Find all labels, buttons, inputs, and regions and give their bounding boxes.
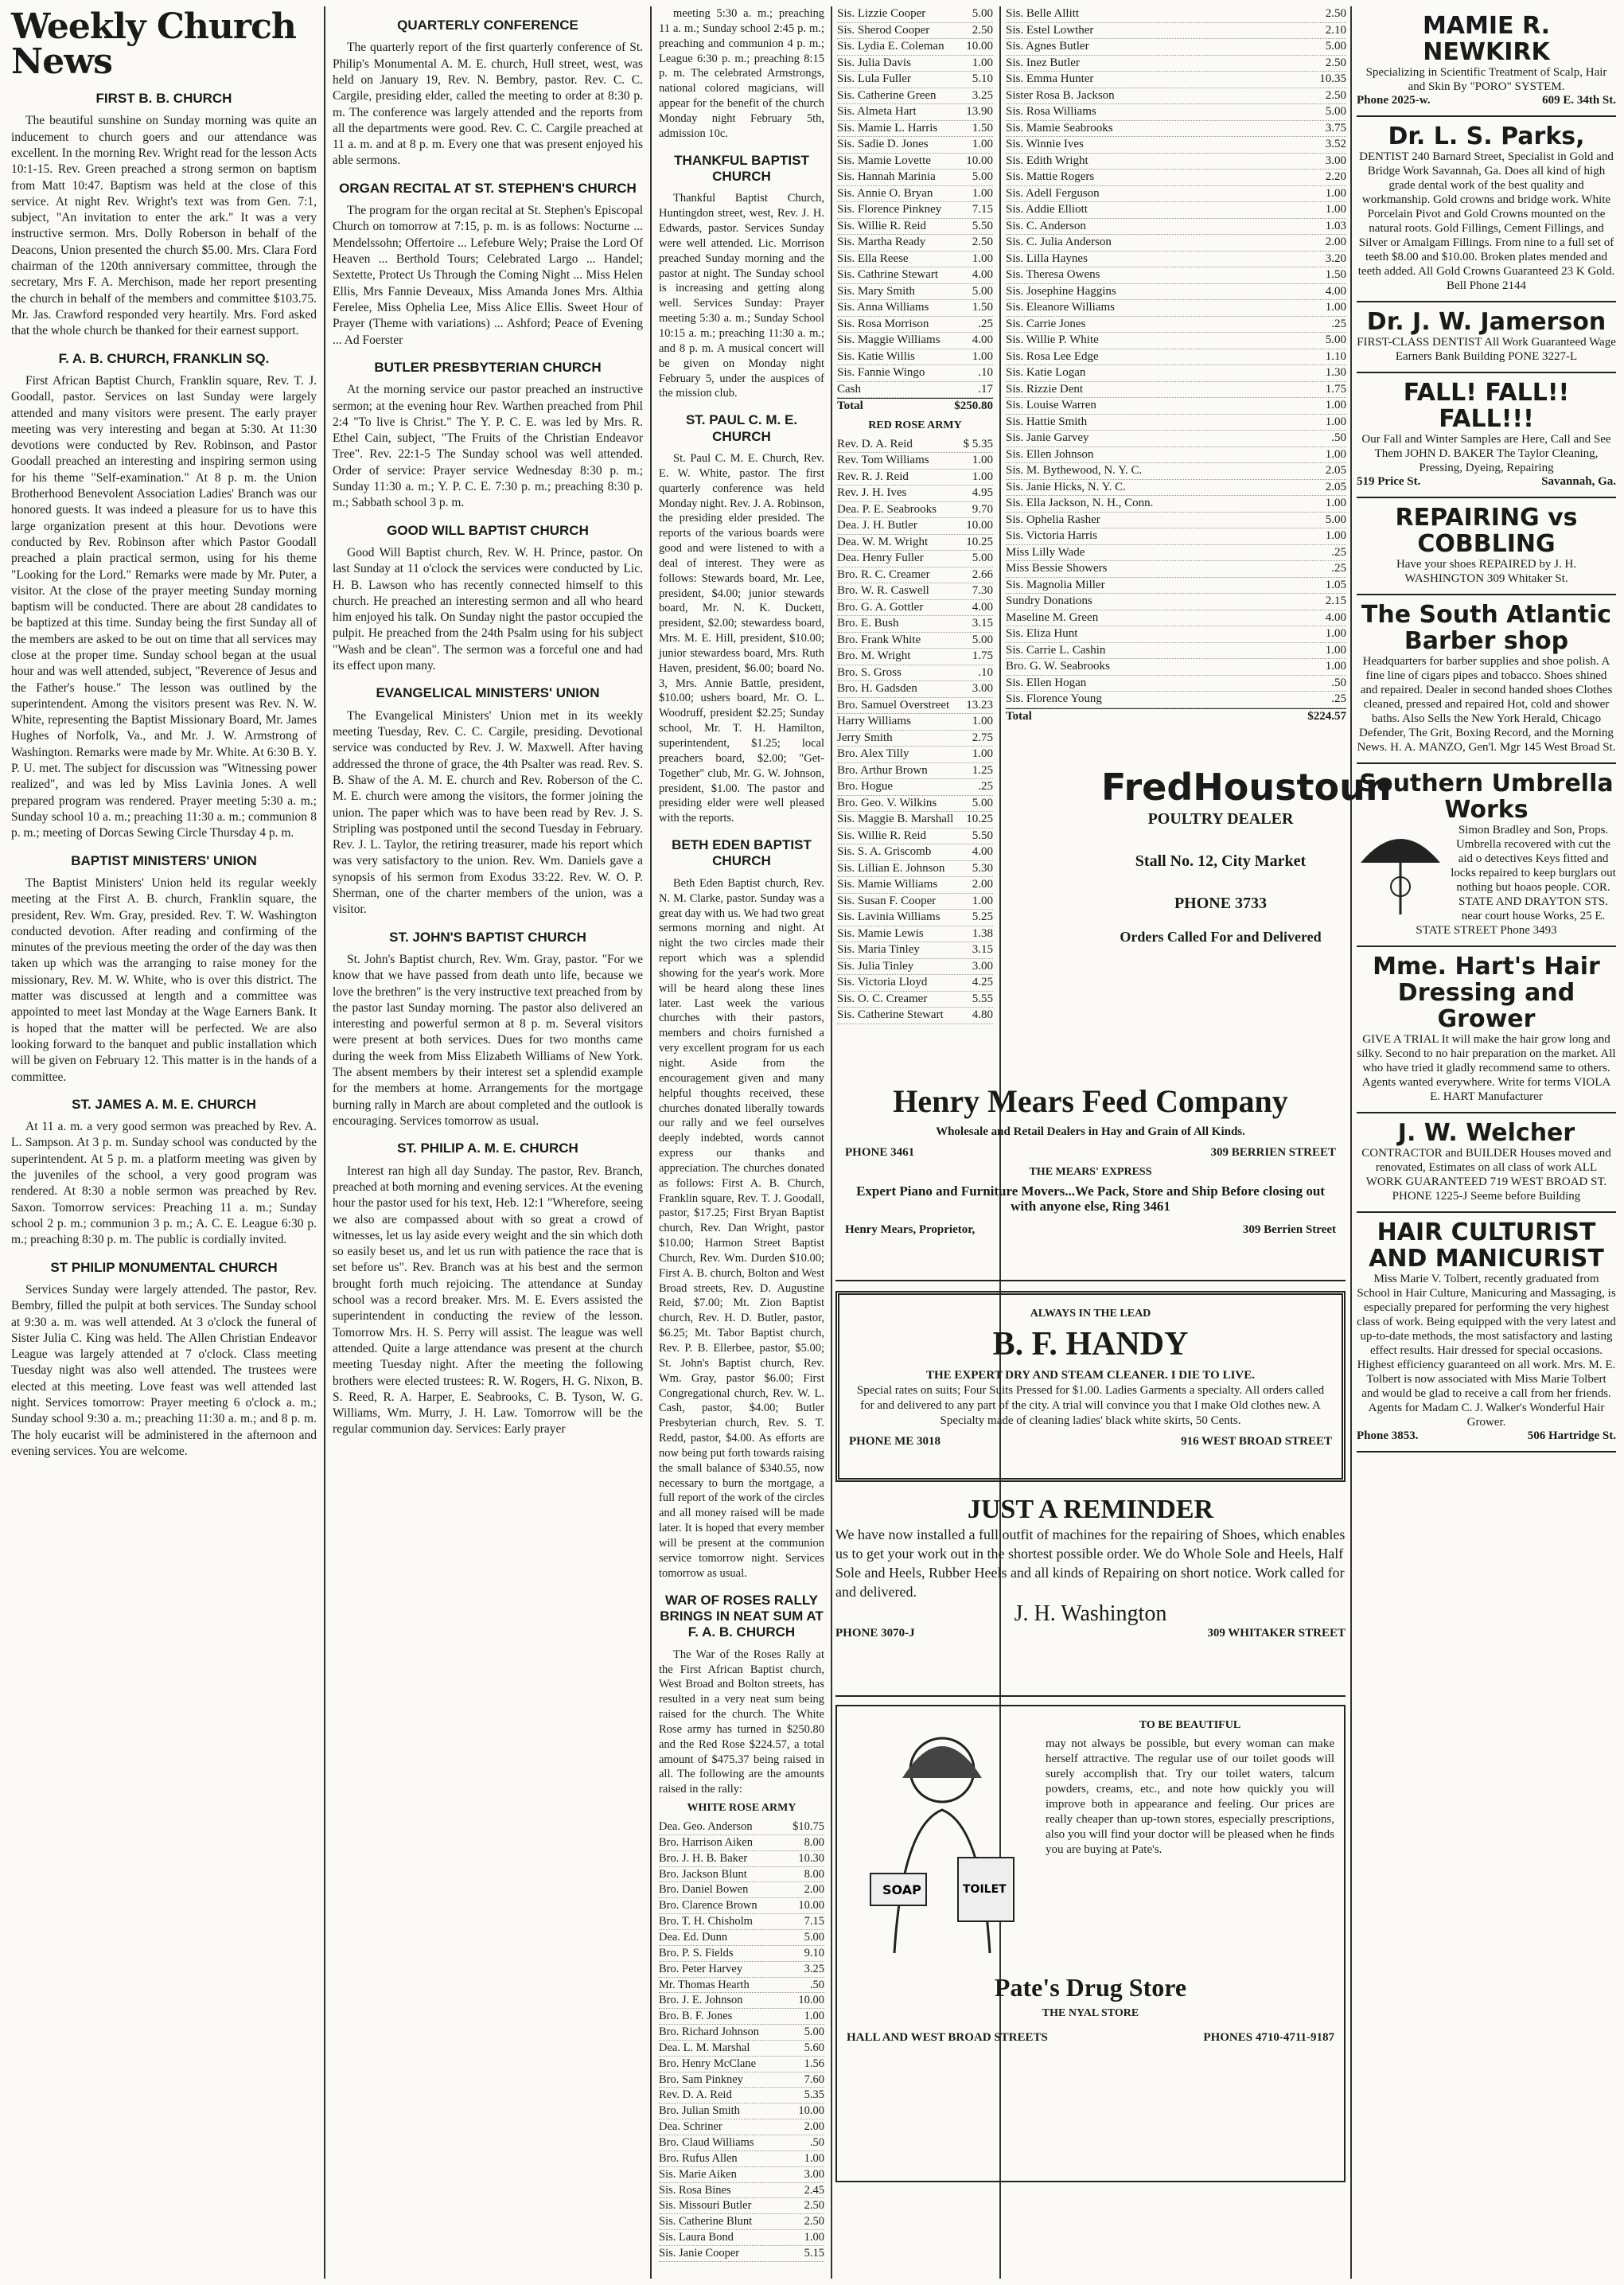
ledger-row: Sis. M. Bythewood, N. Y. C. 2.05 [1006,463,1346,480]
pate-illustration [847,1714,1038,1957]
ledger-row: Sis. Laura Bond 1.00 [659,2230,824,2246]
ledger-row: Sister Rosa B. Jackson 2.50 [1006,88,1346,105]
ad-washington: JUST A REMINDER We have now installed a full outfit of machines for the repairing of Shoes, which enables us to get your work out in the shortest possible order. We do Whole Sole and Heels, Half Sole and Heels, Rubber Heels and all kinds of Repairing on short notice. Work called for and delivered. J. H. Washington PHONE 3070-J 309 WHITAKER STREET [835,1490,1346,1697]
ledger-row: Bro. Alex Tilly 1.00 [837,747,993,763]
ledger-row: Bro. Frank White 5.00 [837,633,993,649]
ledger-row: Sis. Willie P. White 5.00 [1006,333,1346,349]
ledger-row: Bro. Henry McClane 1.56 [659,2057,824,2072]
article-headline: GOOD WILL BAPTIST CHURCH [387,522,589,538]
ledger-row: Sis. Ella Jackson, N. H., Conn. 1.00 [1006,496,1346,513]
ledger-row: Sis. Susan F. Cooper 1.00 [837,894,993,910]
ledger-row: Bro. Sam Pinkney 7.60 [659,2072,824,2088]
article-headline: WAR OF ROSES RALLY BRINGS IN NEAT SUM AT F. A. B. CHURCH [660,1592,824,1640]
ad-houstoun: FredHoustoun POULTRY DEALER Stall No. 12, City Market PHONE 3733 Orders Called For and Delivered [1101,766,1392,945]
ledger-row: Sis. Mamie L. Harris 1.50 [837,121,993,138]
ledger-row: Sis. Sherod Cooper 2.50 [837,23,993,40]
white-army-title: WHITE ROSE ARMY [687,1802,796,1815]
ledger-row: Sis. Inez Butler 2.50 [1006,56,1346,72]
ledger-row: Sis. Anna Williams 1.50 [837,300,993,317]
ledger-row: Bro. J. E. Johnson 10.00 [659,1993,824,2009]
ledger-row: Sis. Mary Smith 5.00 [837,284,993,301]
ledger-row: Sis. Ophelia Rasher 5.00 [1006,513,1346,529]
ledger-row: Bro. Richard Johnson 5.00 [659,2025,824,2041]
ledger-row: Sis. Carrie L. Cashin 1.00 [1006,643,1346,660]
ledger-row: Sis. Almeta Hart 13.90 [837,104,993,121]
svg-text:SOAP: SOAP [882,1882,921,1897]
ledger-row: Sis. Sadie D. Jones 1.00 [837,137,993,154]
article-headline: ST. PAUL C. M. E. CHURCH [685,412,798,444]
ledger-row: Sis. Agnes Butler 5.00 [1006,39,1346,56]
ledger-row: Sis. Ellen Johnson 1.00 [1006,447,1346,464]
ledger-row: Sis. Victoria Lloyd 4.25 [837,975,993,992]
woman-illustration-icon [847,1714,1038,1953]
article-headline: ST. JOHN'S BAPTIST CHURCH [389,929,586,945]
article-body: The War of the Roses Rally at the First African Baptist church, West Broad and Bolton streets, has resulted in a very neat sum being raised for the church. The White Rose army has turned in $250.80 and the Red Rose $224.57, a total amount of $475.37 being raised in all. The following are the amounts raised in the rally: [659,1647,824,1796]
article-headline: FIRST B. B. CHURCH [95,91,232,106]
red-army-title: RED ROSE ARMY [868,419,962,431]
ledger-row: Sis. Florence Young .25 [1006,692,1346,708]
ledger-row: Bro. Daniel Bowen 2.00 [659,1882,824,1898]
ledger-row: Dea. Geo. Anderson $10.75 [659,1819,824,1835]
ad-mears: Henry Mears Feed Company Wholesale and Retail Dealers in Hay and Grain of All Kinds. PHONE 3461 309 BERRIEN STREET THE MEARS' EXPRESS Expert Piano and Furniture Movers...We Pack, Store and Ship Before closing out with anyone else, Ring 3461 Henry Mears, Proprietor, 309 Berrien Street [835,1059,1346,1281]
ledger-row: Cash .17 [837,382,993,399]
ledger-row: Bro. Geo. V. Wilkins 5.00 [837,796,993,813]
column-2 [333,6,643,2279]
article-body: First African Baptist Church, Franklin square, Rev. T. J. Goodall, pastor. Services on last Sunday were largely attended and many visitors were present. The early prayer meeting was very interesting and began at 5:30. At 11:30 devotions were conducted by Rev. Robinson, and Pastor Goodall preached an interesting and inspiring sermon using for his theme "Self-examination." At 8 p. m. the Union Brotherhood Benevolent Association Ladies' Branch was our honored guests. It was indeed a pleasure for us to have this large organization present at this hour. Devotions were conducted by Rev. Robinson after which Pastor Goodall preached a plain practical sermon, using for his theme "Looking for the Lord." Remarks were made by Mr. Puter, a visitor. At the close of the prayer meeting Sunday morning baptism will be conducted. There are about 28 candidates to be baptized at this time. Sunday being the first Sunday all of the members are asked to be out on time that all services may close at the proper time. Sunday school began at the usual hour and was well attended, subject, "Reverence of Jesus and the Father's house." The lesson was outlined by the superintendent. Among the visitors present was Rev. N. W. White, representing the Baptist Missionary Board, Mr. James Hughes of Norfolk, Va., and Mr. J. W. Armstrong of Washington. Remarks were made by Mr. White. At 6:30 B. Y. P. U. met. The subject for discussion was "Witnessing power realized", and was led by Miss Lavinia Jones. A well prepared program was rendered. Prayer meeting 5:30 a. m.; Sunday school 10 a. m.; preaching 11:30 a. m.; communion 8 p. m.; meeting of Dorcas Sewing Circle Thursday 4 p. m. [11,373,317,840]
article-body: The Baptist Ministers' Union held its regular weekly meeting at the First A. B. church, Franklin square, the president, Rev. Wm. Gray, presided. Rev. T. W. Washington conducted devotion. After reading and confirming of the minutes of the previous meeting the order of the day was then taken up which was the arranging to raise money for the missionary, Rev. M. W. White, who is over this district. The matter was discussed at length and a committee was appointed to meet last Monday at the Wage Earners Bank. It is hoped that the matter will be perfected. We are also looking forward to the banquet and public installation which will be given on February 12. This matter is in the hands of a committee. [11,875,317,1084]
ledger-row: Dea. J. H. Butler 10.00 [837,518,993,535]
ledger-row: Sis. Addie Elliott 1.00 [1006,202,1346,219]
column-rule [650,6,652,2279]
red-total: Total $224.57 [1006,708,1346,725]
ledger-row: Bro. W. R. Caswell 7.30 [837,583,993,600]
svg-text:TOILET: TOILET [963,1883,1007,1896]
ledger-column-b [1006,6,1346,755]
ledger-row: Rev. Tom Williams 1.00 [837,453,993,470]
ledger-row: Sis. Hannah Marinia 5.00 [837,170,993,186]
ledger-row: Sis. Janie Hicks, N. Y. C. 2.05 [1006,480,1346,497]
ledger-row: Bro. B. F. Jones 1.00 [659,2009,824,2025]
ledger-row: Sis. Ella Reese 1.00 [837,252,993,268]
ledger-row: Dea. P. E. Seabrooks 9.70 [837,502,993,519]
ledger-row: Sis. Katie Logan 1.30 [1006,365,1346,382]
article-body: The Evangelical Ministers' Union met in its weekly meeting Tuesday, Rev. C. C. Cargile, presiding. Devotional service was conducted by Rev. J. W. Maxwell. After having addressed the throne of grace, the 4th Psalter was read. Rev. S. B. Shaw of the A. M. E. church and Rev. Roberson of the C. M. E. church were among the visitors, the former joining the union. The paper which was to have been read by Rev. J. S. Stripling was postponed until the second Tuesday in February. Rev. J. L. Taylor, the retiring treasurer, made his report which was very satisfactory to the union. Rev. Wm. Daniels gave a synopsis of his sermon from Exodus 33:22. Rev. W. O. P. Sherman, one of the charter members of the union, was a visitor. [333,708,643,917]
ledger-row: Sis. Lizzie Cooper 5.00 [837,6,993,23]
ledger-row: Sis. Estel Lowther 2.10 [1006,23,1346,40]
ledger-row: Bro. T. H. Chisholm 7.15 [659,1914,824,1930]
article-body: The program for the organ recital at St. Stephen's Episcopal Church on tomorrow at 7:15, p. m. is as follows: Nocturne ... Mendelssohn; Offertoire ... Lefebure Wely; Praise the Lord Of Heaven ... Berthold Tours; Celebrated Largo ... Handel; Sextette, Protect Us Through the Coming Night ... Miss Helen Ellis, Mrs Fannie Deveaux, Miss Amanda Jones Mrs. Althia Ferelee, Miss Ophelia Lee, Miss Alice Ellis. Sweet Hour of Prayer (Theme with variations) ... Ashford; Peace of Evening ... Ad Foerster [333,204,643,347]
classified-ad: Dr. J. W. Jamerson FIRST-CLASS DENTIST All Work Guaranteed Wage Earners Bank Building PONE 3227-L [1357,302,1616,373]
ledger-row: Sis. Rosa Williams 5.00 [1006,104,1346,121]
article-body: At 11 a. m. a very good sermon was preached by Rev. A. L. Sampson. At 3 p. m. Sunday school was conducted by the superintendent. At 5 p. m. a platform meeting was given by the juveniles of the school, a very good program was rendered. At 8:30 a noble sermon was preached by Rev. Saxon. Tomorrow services: Preaching 11 a. m.; Sunday school 2 p. m.; communion 3 p. m.; A. C. E. League 6:30 p. m.; preaching 8:30 p. m. The public is cordially invited. [11,1120,317,1247]
ledger-row: Sis. C. Julia Anderson 2.00 [1006,235,1346,252]
ledger-row: Bro. M. Wright 1.75 [837,649,993,665]
classified-ad: Dr. L. S. Parks, DENTIST 240 Barnard Street, Specialist in Gold and Bridge Work Savannah, Ga. Does all kind of high grade dental work of the best quality and workmanship. Gold crowns and bridge work. White Porcelain Pivot and Gold Crowns mounted on the natural roots. Gold Fillings, Cement Fillings, and Silver or Amalgam Fillings. From nine to a full set of teeth $8.00 and $10.00. Broken plates mended and teeth added. All Gold Crowns Guaranteed 23 K Gold. Bell Phone 2144 [1357,117,1616,302]
ledger-row: Sis. Catherine Stewart 4.80 [837,1008,993,1024]
article-headline: F. A. B. CHURCH, FRANKLIN SQ. [58,350,270,366]
ledger-row: Bro. Hogue .25 [837,779,993,796]
ledger-row: Mr. Thomas Hearth .50 [659,1978,824,1994]
ledger-row: Sis. Carrie Jones .25 [1006,317,1346,333]
ledger-row: Bro. Peter Harvey 3.25 [659,1962,824,1978]
ads-column [831,1059,1350,2276]
classified-ad: REPAIRING vs COBBLING Have your shoes REPAIRED by J. H. WASHINGTON 309 Whitaker St. [1357,498,1616,595]
ledger-row: Sis. Emma Hunter 10.35 [1006,72,1346,88]
ledger-row: Bro. R. C. Creamer 2.66 [837,567,993,584]
ledger-row: Bro. Julian Smith 10.00 [659,2104,824,2119]
ledger-red [837,437,993,1024]
ledger-row: Sis. Fannie Wingo .10 [837,365,993,382]
ledger-row: Bro. Samuel Overstreet 13.23 [837,698,993,715]
ledger-row: Bro. Jackson Blunt 8.00 [659,1867,824,1883]
right-ads-column [1357,6,1616,2279]
ledger-white [659,1819,824,2262]
ledger-row: Bro. S. Gross .10 [837,665,993,682]
article-headline: ST. JAMES A. M. E. CHURCH [72,1096,256,1112]
article-headline: ST PHILIP MONUMENTAL CHURCH [50,1259,278,1275]
ledger-row: Sis. Willie R. Reid 5.50 [837,219,993,236]
ledger-row: Sis. Hattie Smith 1.00 [1006,415,1346,431]
ledger-row: Sis. Rosa Bines 2.45 [659,2183,824,2199]
article-body: At the morning service our pastor preached an instructive sermon; at the evening hour Rev. Warthen preached from Phil 2:4 "To live is Christ." The Y. P. C. E. was led by Mrs. R. Ethel Cain, subject, "The Fruits of the Christian Endeavor Tree". Rev. 22:1-5 The Sunday school was well attended. Order of service: Prayer service Wednesday 8:30 p. m.; Sunday 11:30 a. m.; Y. P. C. E. 7:30 p. m.; preaching 8:30 p. m.; Sabbath school 3 p. m. [333,383,643,510]
classified-ad: FALL! FALL!! FALL!!! Our Fall and Winter Samples are Here, Call and See Them JOHN D. BAKER The Taylor Cleaning, Pressing, Dyeing, Repairing 519 Price St. Savannah, Ga. [1357,373,1616,498]
ledger-row: Dea. L. M. Marshal 5.60 [659,2041,824,2057]
ledger-row: Sis. S. A. Griscomb 4.00 [837,844,993,861]
article-body: The quarterly report of the first quarterly conference of St. Philip's Monumental A. M. E. church, Hull street, west, was held on January 19, Rev. N. Bembry, pastor. Rev. C. C. Cargile, presiding elder, called the meeting to order at 8:30 p. m. The conference was largely attended and the reports from all the departments were good. Rev. C. C. Cargile preached at 11 a. m. and at 8 p. m. Every one that was present enjoyed his able sermons. [333,41,643,168]
ledger-row: Sis. Ellen Hogan .50 [1006,676,1346,692]
ledger-row: Bro. G. W. Seabrooks 1.00 [1006,659,1346,676]
ledger-row: Dea. Ed. Dunn 5.00 [659,1930,824,1946]
ledger-row: Sis. Florence Pinkney 7.15 [837,202,993,219]
column-rule [1350,6,1352,2279]
ledger-row: Sis. Julia Tinley 3.00 [837,959,993,976]
article-headline: BAPTIST MINISTERS' UNION [71,852,257,868]
ledger-row: Dea. W. M. Wright 10.25 [837,535,993,552]
ledger-row: Sis. Louise Warren 1.00 [1006,398,1346,415]
ledger-row: Sis. Josephine Haggins 4.00 [1006,284,1346,301]
ledger-row: Sis. Maggie B. Marshall 10.25 [837,812,993,829]
column-3 [659,6,824,2279]
ledger-row: Miss Lilly Wade .25 [1006,545,1346,562]
article-body: Beth Eden Baptist church, Rev. N. M. Clarke, pastor. Sunday was a great day with us. We had two great sermons morning and night. At night the two circles made their report which was a splendid showing for the year's work. More will be heard along these lines later. Last week the various churches with their pastors, members and choirs furnished a very excellent program for us each night. Aside from the encouragement given and many helpful thoughts received, these churches donated liberally towards our rally and we feel ourselves deeply indebted, words cannot express our thanks and appreciation. The churches donated as follows: First A. B. Church, Franklin square, Rev. T. J. Goodall, pastor, $17.25; First Bryan Baptist church, Rev. Dan Wright, pastor $10.00; Harmon Street Baptist Church, Rev. Wm. Durden $10.00; First A. B. church, Bolton and West Broad streets, Rev. D. Augustine Reid, $7.00; Mt. Zion Baptist church, Rev. H. D. Butler, pastor, $6.25; Mt. Tabor Baptist church, Rev. P. B. Ellerbee, pastor, $5.00; St. John's Baptist church, Rev. Wm. Gray, pastor $6.00; First Congregational church, Rev. W. L. Cash, pastor, $4.00; Butler Presbyterian church, Rev. S. T. Redd, pastor, $4.00. As efforts are now being put forth towards raising the small balance of $340.55, now necessary to burn the mortgage, a full report of the work of the circles and all money raised will be made later. It is hoped that every member will be present at the communion service tomorrow night. Services tomorrow as usual. [659,876,824,1580]
ledger-row: Sis. Adell Ferguson 1.00 [1006,186,1346,203]
ledger-row: Sis. Lilla Haynes 3.20 [1006,252,1346,268]
classified-ad: MAMIE R. NEWKIRK Specializing in Scientific Treatment of Scalp, Hair and Skin By "PORO" SYSTEM. Phone 2025-w. 609 E. 34th St. [1357,6,1616,117]
ledger-row: Rev. D. A. Reid $ 5.35 [837,437,993,454]
article-headline: ORGAN RECITAL AT ST. STEPHEN'S CHURCH [339,180,637,196]
ledger-white-cont [837,6,993,398]
ad-pate: SOAP TOILET TO BE BEAUTIFUL may not always be possible, but every woman can make herself attractive. The regular use of our toilet goods will surely accomplish that. Try our toilet waters, talcum powders, creams, etc., and note how quickly you will improve both in appearance and feeling. Our prices are really cheaper than up-town stores, especially prescriptions, also you will find your doctor will be pleased when he finds you are buying at Pate's. Pate's Drug Store THE NYAL STORE HALL AND WEST BROAD STREETS PHONES 4710-4711-9187 [835,1705,1346,2182]
ledger-row: Dea. Henry Fuller 5.00 [837,551,993,567]
ledger-row: Sis. Mamie Lewis 1.38 [837,926,993,943]
ledger-row: Sis. Missouri Butler 2.50 [659,2198,824,2214]
article-body: Good Will Baptist church, Rev. W. H. Prince, pastor. On last Sunday at 11 o'clock the services were conducted by Lic. H. B. Lawson who has recently connected himself to this church. He preached an interesting sermon and all who heard him enjoyed his talk. On Sunday night the pastor occupied the pulpit. He preached from the 24th Psalm using for his subject "Wash and be clean". The sermon was a forceful one and had its effect upon many. [333,545,643,673]
ledger-row: Sis. Maria Tinley 3.15 [837,942,993,959]
article-body: St. Paul C. M. E. Church, Rev. E. W. White, pastor. The first quarterly conference was held Monday night. Rev. J. A. Robinson, the presiding elder presided. The reports of the various boards were good and were listened to with a deal of interest. They were as follows: Stewards board, Mr. Lee, president, $4.00; junior stewards board, Mr. N. K. Duckett, president, $2.00; stewardess board, Mrs. M. E. Hill, president, $10.00; junior stewardess board, Mrs. Ruth Haven, president, $6.00; board No. 3, Mrs. Annie Battle, president, $10.00; ushers board, Mr. O. L. Woodruff, president $2.25; Sunday school, Mr. T. H. Hamilton, superintendent, $1.25; local preachers board, $2.00; "Get-Together" club, Mr. G. W. Johnson, president, $1.00. The pastor and presiding elder were well pleased with the reports. [659,451,824,825]
ledger-row: Sis. Winnie Ives 3.52 [1006,137,1346,154]
article-headline: QUARTERLY CONFERENCE [397,18,578,33]
ledger-row: Sis. Lydia E. Coleman 10.00 [837,39,993,56]
ledger-row: Sis. Eleanore Williams 1.00 [1006,300,1346,317]
ledger-row: Sis. C. Anderson 1.03 [1006,219,1346,236]
ledger-row: Bro. Claud Williams .50 [659,2135,824,2151]
article-body: Interest ran high all day Sunday. The pastor, Rev. Branch, preached at both morning and evening services. At the evening hour the pastor used for his text, Heb. 12:1 "Wherefore, seeing we also are compassed about with so great a crowd of witnesses, let us lay aside every weight and the sin which doth so easily beset us, and let us run with patience the race that is set before us". Rev. Branch was at his best and the sermon brought forth much rejoicing. The attendance at Sunday school was a record breaker. Mrs. M. E. Evers assisted the superintendent in conducting the review of the lesson. Tomorrow Mrs. H. S. Perry will assist. The league was well attended. Quite a large attendance was present at the church meeting Tuesday night. After the meeting the following brothers were elected trustees: R. W. Rogers, H. G. Nixon, B. S. Reed, R. A. Harper, E. Seabrooks, C. B. Tyson, W. G. Williams, Wm. Murry, J. H. Law. Tomorrow will be the regular communion day. Services: Early prayer [333,1164,643,1437]
ledger-row: Bro. E. Bush 3.15 [837,616,993,633]
ledger-row: Bro. H. Gadsden 3.00 [837,681,993,698]
ledger-row: Sis. Cathrine Stewart 4.00 [837,267,993,284]
ledger-row: Rev. R. J. Reid 1.00 [837,470,993,486]
article-headline: THANKFUL BAPTIST CHURCH [674,152,809,184]
classified-ad: The South Atlantic Barber shop Headquarters for barber supplies and shoe polish. A fine line of cigars pipes and tobacco. Shoes shined and repaired. Dealer in second handed shoes Clothes cleaned, pressed and repaired Hot, cold and shower baths. Also Sells the New York Herald, Chicago Defender, The Grit, Boxing Record, and the Morning News. H. A. MANZO, Gen'l. Mgr 145 West Broad St. [1357,595,1616,764]
ledger-row: Sis. Janie Garvey .50 [1006,431,1346,447]
ledger-column-a [837,6,993,1057]
ad-handy: ALWAYS IN THE LEAD B. F. HANDY THE EXPERT DRY AND STEAM CLEANER. I DIE TO LIVE. Special rates on suits; Four Suits Pressed for $1.00. Ladies Garments a specialty. All orders called for and delivered to any part of the city. A trial will convince you that I make Old clothes new. A Specialty made of cleaning ladies' black white skirts, 50 Cents. PHONE ME 3018 916 WEST BROAD STREET [835,1291,1346,1482]
ledger-row: Bro. J. H. B. Baker 10.30 [659,1851,824,1867]
ledger-row: Sis. Janie Cooper 5.15 [659,2246,824,2262]
classified-ad: J. W. Welcher CONTRACTOR and BUILDER Houses moved and renovated, Estimates on all class of work ALL WORK GUARANTEED 719 WEST BROAD ST. PHONE 1225-J Seeme before Building [1357,1113,1616,1213]
ledger-row: Rev. D. A. Reid 5.35 [659,2088,824,2104]
article-headline: BETH EDEN BAPTIST CHURCH [672,837,812,869]
ledger-row: Sis. Martha Ready 2.50 [837,235,993,252]
ledger-row: Sis. Annie O. Bryan 1.00 [837,186,993,203]
ledger-row: Sis. Katie Willis 1.00 [837,349,993,366]
article-body: The beautiful sunshine on Sunday morning was quite an inducement to church goers and our attendance was excellent. In the morning Rev. Wright read for the lesson Acts 10:1-15. Rev. Green preached a strong sermon on baptism from Matt 10:47. Baptism was held at the close of this service. At night Rev. Wright's text was from Gen. 7:1, subject, "An invitation to enter the ark." It was a very instructive sermon. Mrs. Dolly Roberson in behalf of the Deacons, Union presented the church $5.00. Mrs. Clara Ford chairman of the 120th anniversary committee, through the secretary, Mrs F. A. Merchison, made her report presenting the church in behalf of the members and committee $103.75. Mr. Jas. Crawford responded very heartily. Mrs. Ford asked that the whole church be thanked for their earnest support. [11,114,317,338]
ledger-row: Sis. Rosa Lee Edge 1.10 [1006,349,1346,366]
ledger-red-cont [1006,6,1346,708]
column-1 [11,6,317,2279]
ledger-row: Sis. Edith Wright 3.00 [1006,154,1346,170]
ledger-row: Sis. Mamie Seabrooks 3.75 [1006,121,1346,138]
classified-ad: Mme. Hart's Hair Dressing and Grower GIVE A TRIAL It will make the hair grow long and silky. Second to no hair preparation on the market. All who have tried it gladly recommend same to others. Agents wanted everywhere. Write for terms VIOLA E. HART Manufacturer [1357,947,1616,1113]
ledger-row: Dea. Schriner 2.00 [659,2119,824,2135]
ledger-row: Sis. Lavinia Williams 5.25 [837,910,993,926]
article-body: meeting 5:30 a. m.; preaching 11 a. m.; Sunday school 2:45 p. m.; preaching and communion 4 p. m.; League 6:30 p. m.; preaching 8:15 p. m. The celebrated Armstrongs, national colored magicians, will appear for the benefit of the church Monday night February 5th, admission 10c. [659,7,824,140]
ledger-row: Rev. J. H. Ives 4.95 [837,485,993,502]
ledger-row: Sis. Belle Allitt 2.50 [1006,6,1346,23]
ledger-row: Sis. Lillian E. Johnson 5.30 [837,861,993,878]
ledger-row: Sis. Maggie Williams 4.00 [837,333,993,349]
ledger-row: Sis. Mattie Rogers 2.20 [1006,170,1346,186]
ledger-row: Sis. Eliza Hunt 1.00 [1006,626,1346,643]
ledger-row: Sis. Theresa Owens 1.50 [1006,267,1346,284]
column-rule [324,6,325,2279]
white-total: Total $250.80 [837,398,993,415]
ledger-row: Bro. G. A. Gottler 4.00 [837,600,993,617]
ledger-row: Sis. Julia Davis 1.00 [837,56,993,72]
ledger-row: Bro. P. S. Fields 9.10 [659,1946,824,1962]
ledger-row: Harry Williams 1.00 [837,714,993,731]
ledger-row: Sis. Catherine Blunt 2.50 [659,2214,824,2230]
ledger-row: Miss Bessie Showers .25 [1006,561,1346,578]
article-body: St. John's Baptist church, Rev. Wm. Gray, pastor. "For we know that we have passed from death unto life, because we love the brethren" is the very instructive text preached from by the pastor last Sunday morning. The pastor also delivered an interesting and powerful sermon at 8 p. m. Several visitors were present at both services. Dues for two months came during the week from Miss Elizabeth Williams of New York. The absent members by their interest set a splendid example for the members at home. Arrangements for the mortgage burning rally in March are about completed and the outlook is encouraging. Services tomorrow as usual. [333,953,643,1128]
ledger-row: Sis. Marie Aiken 3.00 [659,2167,824,2183]
ledger-row: Jerry Smith 2.75 [837,731,993,747]
ledger-row: Sis. Lula Fuller 5.10 [837,72,993,88]
article-body: Thankful Baptist Church, Huntingdon street, west, Rev. J. H. Edwards, pastor. Services Sunday were well attended. Lic. Morrison preached Sunday morning and the pastor at night. The Sunday school is increasing and getting along well. Services Sunday: Prayer meeting 5:30 a. m.; Sunday School 10:15 a. m.; preaching 11:30 a. m.; and 8 p. m. A musical concert will be given on Monday night February 5, under the auspices of the mission club. [659,192,824,400]
ledger-row: Sis. Willie R. Reid 5.50 [837,829,993,845]
ledger-row: Sis. Rosa Morrison .25 [837,317,993,333]
classified-ad: HAIR CULTURIST AND MANICURIST Miss Marie V. Tolbert, recently graduated from School in Hair Culture, Manicuring and Massaging, is especially prepared for performing the very highest class of work. Being equipped with the very latest and up-to-date methods, the most satisfactory and lasting effect results. Hair dressed for special occasions. Highest efficiency guaranteed on all work. Mrs. M. E. Tolbert is now associated with Miss Marie Tolbert and would be glad to receive a call from her friends. Agents for Madam C. J. Walker's Wonderful Hair Grower. Phone 3853. 506 Hartridge St. [1357,1213,1616,1452]
ledger-row: Bro. Clarence Brown 10.00 [659,1898,824,1914]
ledger-row: Sis. Catherine Green 3.25 [837,88,993,105]
ledger-row: Sis. O. C. Creamer 5.55 [837,992,993,1008]
ledger-row: Sis. Victoria Harris 1.00 [1006,528,1346,545]
ledger-row: Bro. Arthur Brown 1.25 [837,763,993,780]
article-body: Services Sunday were largely attended. The pastor, Rev. Bembry, filled the pulpit at both services. The Sunday school at 9:30 a. m. was well attended. At 3 o'clock the funeral of Sister Julia C. King was held. The Allen Christian Endeavor League was largely attended at 7 o'clock. Class meeting Tuesday night was also well attended. The trustees were elected at this meeting. Love feast was well attended last night. Services tomorrow: Prayer meeting 6 o'clock a. m.; Sunday school 9:30 a. m.; preaching 11:30 a. m.; and 8 p. m. The holy eucarist will be administered in the afternoon and evening services. You are welcome. [11,1282,317,1458]
ledger-row: Bro. Rufus Allen 1.00 [659,2151,824,2167]
ledger-row: Bro. Harrison Aiken 8.00 [659,1835,824,1851]
ledger-row: Sis. Magnolia Miller 1.05 [1006,578,1346,595]
ledger-row: Sis. Mamie Lovette 10.00 [837,154,993,170]
article-headline: EVANGELICAL MINISTERS' UNION [376,685,600,701]
classified-ad: Southern Umbrella Works Simon Bradley and Son, Props. Umbrella recovered with cut the aid o detectives Keys fitted and locks repaired to keep burglars out nothing but hoaos people. COR. STATE AND DRAYTON STS. near court house Works, 25 E. STATE STREET Phone 3493 [1357,764,1616,947]
article-headline: ST. PHILIP A. M. E. CHURCH [397,1141,578,1156]
ledger-row: Sis. Rizzie Dent 1.75 [1006,382,1346,399]
umbrella-icon [1357,823,1444,918]
article-headline: BUTLER PRESBYTERIAN CHURCH [374,359,602,375]
masthead: Weekly Church News [11,6,296,82]
ledger-row: Sundry Donations 2.15 [1006,594,1346,610]
ledger-row: Maseline M. Green 4.00 [1006,610,1346,627]
ledger-row: Sis. Mamie Williams 2.00 [837,877,993,894]
